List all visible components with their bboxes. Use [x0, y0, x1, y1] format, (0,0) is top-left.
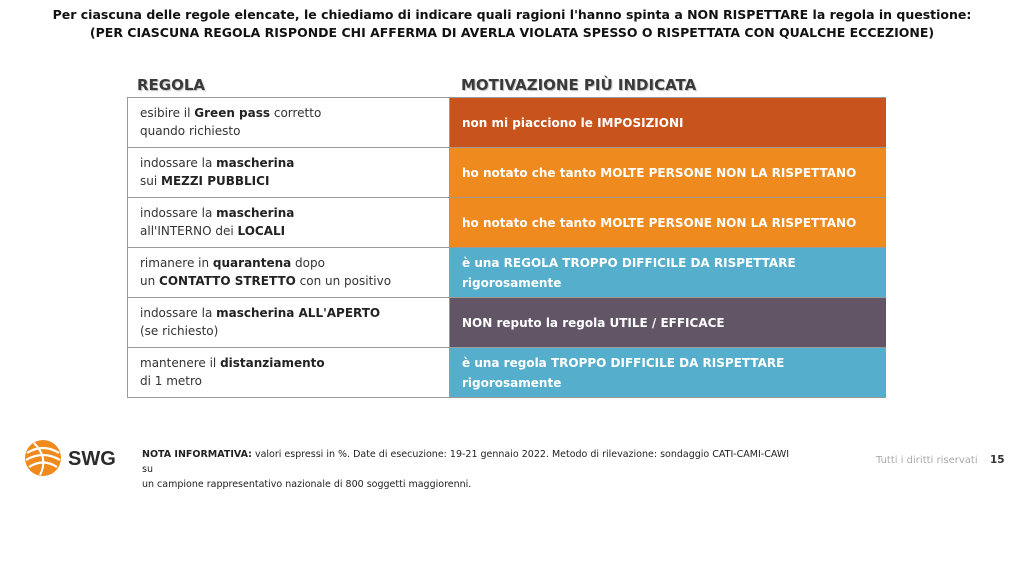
rule-text: indossare la — [140, 206, 217, 220]
motivation-line: non mi piacciono le IMPOSIZIONI — [462, 115, 684, 130]
rule-cell — [127, 298, 450, 347]
rule-text: dopo — [291, 256, 325, 270]
note-label: NOTA INFORMATIVA: — [142, 449, 252, 460]
motivation-text — [462, 213, 856, 233]
motivation-cell — [450, 248, 886, 297]
motivation-line: ho notato che tanto MOLTE PERSONE NON LA RISPETTANO — [462, 215, 857, 230]
rule-line — [140, 354, 439, 372]
motivation-text — [462, 313, 725, 333]
rule-keyword: distanziamento — [220, 356, 325, 370]
rule-keyword: LOCALI — [237, 224, 286, 238]
rule-text: indossare la — [140, 156, 217, 170]
rule-text: all'INTERNO dei — [140, 224, 238, 238]
rule-text: con un positivo — [295, 274, 392, 288]
motivation-cell — [450, 198, 886, 247]
note-line-2: un campione rappresentativo nazionale di 800 soggetti maggiorenni. — [142, 479, 472, 490]
column-header-rule: REGOLA — [137, 76, 206, 94]
rule-keyword: CONTATTO STRETTO — [159, 274, 296, 288]
rule-text: indossare la — [140, 306, 217, 320]
table-row — [127, 348, 886, 398]
rule-cell — [127, 148, 450, 197]
rule-line — [140, 104, 439, 122]
note-line-1 — [142, 447, 802, 477]
header-question: Per ciascuna delle regole elencate, le chiediamo di indicare quali ragioni l'hanno spinta a NON RISPETTARE la regola in questione: — [52, 7, 972, 22]
rule-keyword: quarantena — [212, 256, 292, 270]
informative-note — [142, 447, 802, 492]
motivation-line: ho notato che tanto MOLTE PERSONE NON LA RISPETTANO — [462, 165, 857, 180]
table-row — [127, 198, 886, 248]
motivation-cell — [450, 98, 886, 147]
table-row — [127, 248, 886, 298]
rule-line — [140, 122, 439, 140]
rule-text: mantenere il — [140, 356, 221, 370]
rule-line — [140, 272, 439, 290]
rules-table — [127, 97, 886, 398]
rule-keyword: MEZZI PUBBLICI — [161, 174, 270, 188]
table-row — [127, 98, 886, 148]
motivation-text — [462, 163, 856, 183]
rule-text: quando richiesto — [140, 124, 241, 138]
rule-line — [140, 372, 439, 390]
header-subtitle: (PER CIASCUNA REGOLA RISPONDE CHI AFFERMA DI AVERLA VIOLATA SPESSO O RISPETTATA CON QUALCHE ECCEZIONE) — [89, 25, 935, 40]
motivation-text — [462, 113, 683, 133]
rule-text: di 1 metro — [140, 374, 203, 388]
copyright-text: Tutti i diritti riservati — [876, 455, 978, 466]
page-number: 15 — [990, 454, 1005, 466]
rule-keyword: mascherina ALL'APERTO — [216, 306, 381, 320]
rule-text: (se richiesto) — [140, 324, 219, 338]
rule-text: un — [140, 274, 160, 288]
motivation-line: rigorosamente — [462, 275, 562, 290]
motivation-cell — [450, 348, 886, 397]
rule-line — [140, 204, 439, 222]
rule-text: rimanere in — [140, 256, 213, 270]
rule-cell — [127, 248, 450, 297]
motivation-line: NON reputo la regola UTILE / EFFICACE — [462, 315, 725, 330]
rule-keyword: mascherina — [216, 156, 295, 170]
rule-line — [140, 172, 439, 190]
motivation-cell — [450, 148, 886, 197]
rule-line — [140, 154, 439, 172]
rule-cell — [127, 348, 450, 397]
table-row — [127, 148, 886, 198]
column-header-motivation: MOTIVAZIONE PIÙ INDICATA — [461, 76, 697, 94]
rule-text: sui — [140, 174, 162, 188]
motivation-text — [462, 253, 796, 293]
motivation-cell — [450, 298, 886, 347]
logo-text: SWG — [68, 448, 116, 470]
motivation-text — [462, 353, 876, 393]
rule-keyword: mascherina — [216, 206, 295, 220]
rule-cell — [127, 98, 450, 147]
rule-keyword: Green pass — [194, 106, 271, 120]
rule-text: corretto — [270, 106, 322, 120]
rule-line — [140, 222, 439, 240]
table-row — [127, 298, 886, 348]
note-text-1: valori espressi in %. Date di esecuzione: 19-21 gennaio 2022. Metodo di rilevazione: sondaggio CATI-CAMI-CAWI su — [142, 449, 790, 475]
rule-cell — [127, 198, 450, 247]
rule-line — [140, 254, 439, 272]
page-header — [0, 6, 1024, 42]
motivation-line: è una REGOLA TROPPO DIFFICILE DA RISPETTARE — [462, 255, 796, 270]
motivation-line: è una regola TROPPO DIFFICILE DA RISPETTARE rigorosamente — [462, 355, 785, 390]
rule-text: esibire il — [140, 106, 195, 120]
rule-line — [140, 322, 439, 340]
rule-line — [140, 304, 439, 322]
